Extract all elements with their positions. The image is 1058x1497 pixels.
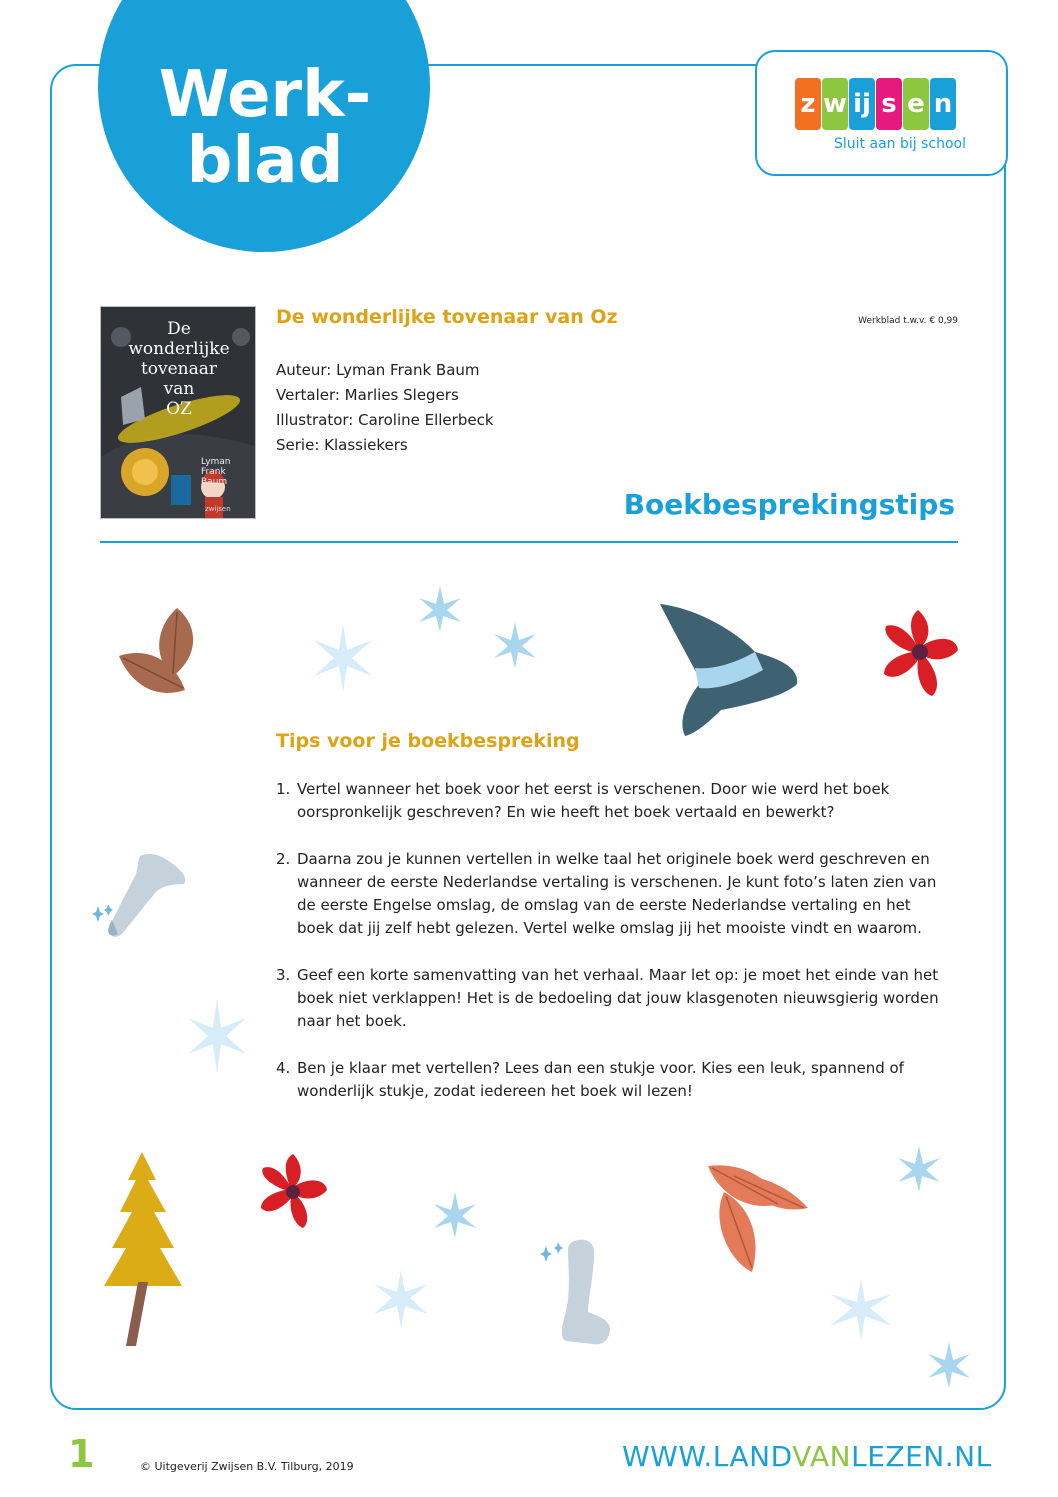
tip-item [276,848,946,941]
book-title: De wonderlijke tovenaar van Oz [276,306,618,328]
book-meta [276,358,494,458]
cover-publisher: zwijsen [205,505,231,513]
logo-letter: z [795,78,821,130]
flower-icon [876,606,960,700]
tip-number: 1. [276,780,291,798]
tip-text: Geef een korte samenvatting van het verhaal. Maar let op: je moet het einde van het boek niet verklappen! Het is de bedoeling dat jouw klasgenoten nieuwsgierig worden naar het boek. [297,965,939,1031]
tree-icon [100,1150,184,1350]
silver-shoe-icon [88,850,190,940]
website-link[interactable] [622,1440,992,1473]
book-cover [100,306,256,519]
star-icon [894,1144,944,1194]
star-icon [924,1340,974,1390]
logo-letter: e [903,78,929,130]
page-number: 1 [68,1432,95,1476]
star-icon [186,996,248,1076]
silver-shoe-icon [538,1236,618,1360]
book-series: Serie: Klassiekers [276,436,408,454]
tip-item [276,964,946,1034]
tips-list [276,778,946,1126]
divider [100,541,958,543]
website-part-lezen: LEZEN.NL [851,1440,992,1473]
logo-tagline: Sluit aan bij school [834,136,966,152]
star-icon [415,584,465,634]
tip-text: Daarna zou je kunnen vertellen in welke taal het originele boek werd geschreven en wanneer de eerste Nederlandse vertaling is verschenen. Je kunt foto’s laten zien van de eerste Engelse omslag, de omslag van de eerste Nederlandse vertaling en het boek dat jij zelf hebt gelezen. Vertel welke omslag jij het mooiste vindt en waarom. [297,849,937,938]
tip-item [276,778,946,825]
tips-heading: Tips voor je boekbespreking [276,730,580,752]
section-heading: Boekbesprekingstips [623,488,955,521]
website-part-van: VAN [792,1440,852,1473]
tip-number: 4. [276,1058,291,1077]
star-icon [490,620,540,670]
star-icon [312,622,374,694]
logo-letter: s [876,78,902,130]
logo-letter: ij [849,78,875,130]
copyright: © Uitgeverij Zwijsen B.V. Tilburg, 2019 [140,1460,354,1473]
website-part-land: WWW.LAND [622,1440,793,1473]
flower-icon [253,1150,331,1230]
badge-title: Werk- blad [158,58,372,198]
zwijsen-logo[interactable] [795,78,957,130]
leaf-icon [700,1162,812,1282]
witch-hat-icon [655,600,800,740]
book-translator: Vertaler: Marlies Slegers [276,386,459,404]
star-icon [372,1268,430,1330]
tip-number: 3. [276,965,291,984]
book-author: Auteur: Lyman Frank Baum [276,361,480,379]
tip-number: 2. [276,849,291,868]
cover-title: De wonderlijke tovenaar van OZ [128,319,230,419]
price-note: Werkblad t.w.v. € 0,99 [858,316,958,326]
tip-item [276,1057,946,1104]
star-icon [826,1276,896,1342]
logo-letter: n [930,78,956,130]
book-illustrator: Illustrator: Caroline Ellerbeck [276,411,494,429]
tip-text: Ben je klaar met vertellen? Lees dan een stukje voor. Kies een leuk, spannend of wonderlijk stukje, zodat iedereen het boek wil lezen! [297,1058,904,1100]
logo-letter: w [822,78,848,130]
leaf-icon [115,606,215,701]
cover-author: Lyman Frank Baum [201,457,231,487]
star-icon [430,1190,480,1240]
tip-text: Vertel wanneer het boek voor het eerst is verschenen. Door wie werd het boek oorspronkelijk geschreven? En wie heeft het boek vertaald en bewerkt? [297,780,890,822]
